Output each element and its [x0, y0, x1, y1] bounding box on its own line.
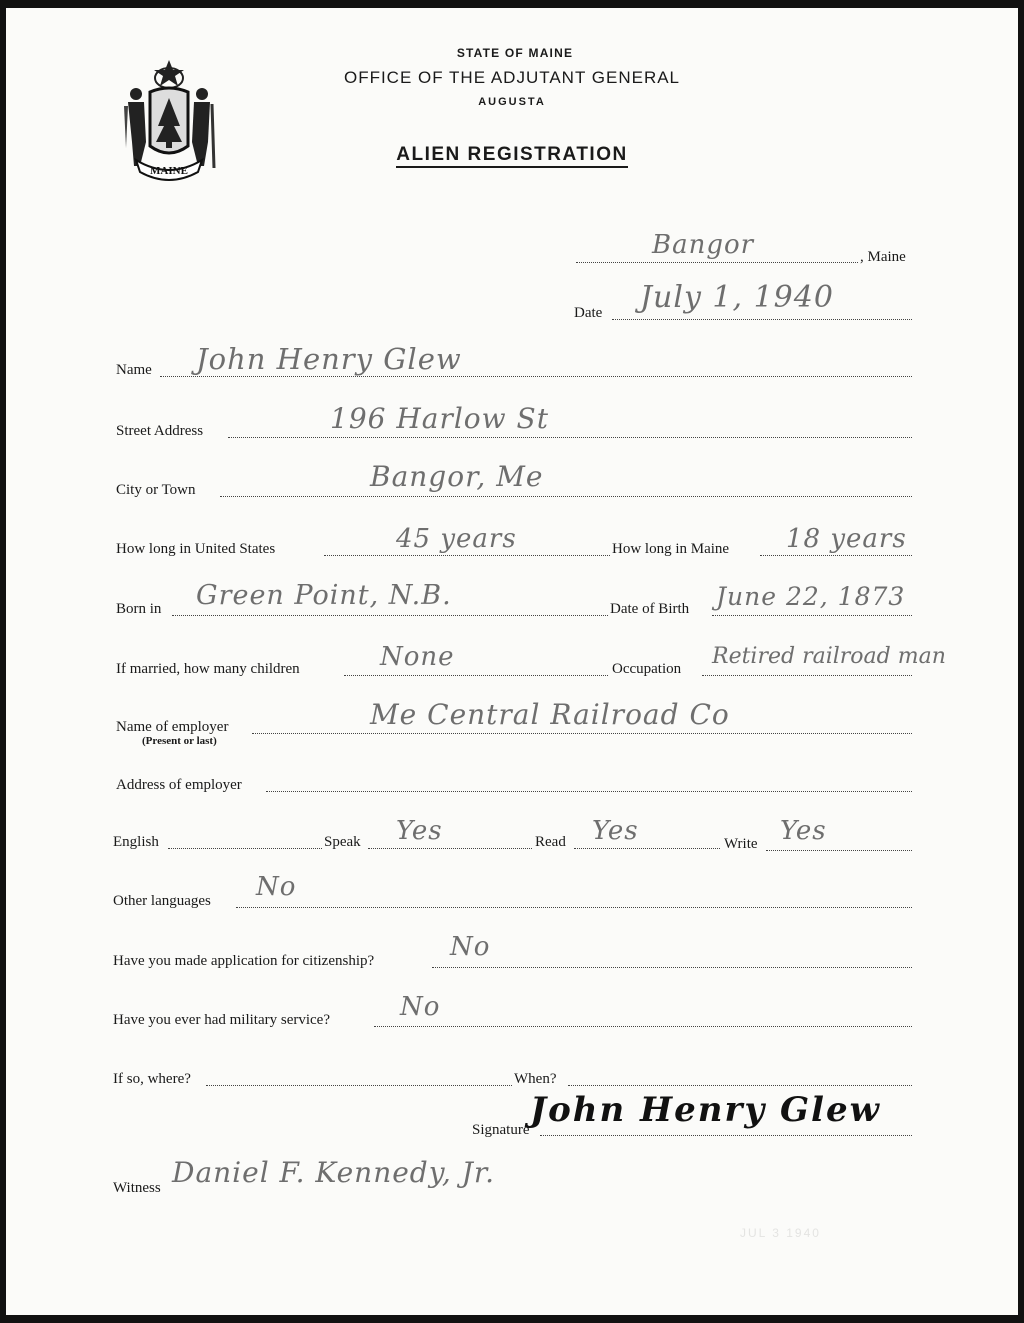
- dob-value: June 22, 1873: [716, 582, 906, 611]
- signature-line: [540, 1135, 912, 1136]
- form-title-text: ALIEN REGISTRATION: [396, 144, 627, 168]
- maine-years-label: How long in Maine: [612, 541, 730, 557]
- when-label: When?: [514, 1071, 557, 1087]
- speak-label: Speak: [324, 834, 361, 850]
- children-value: None: [380, 642, 455, 672]
- scan-border-right: [1018, 0, 1024, 1323]
- citizenship-value: No: [450, 932, 491, 962]
- citizenship-label: Have you made application for citizenship?: [113, 953, 375, 969]
- children-label: If married, how many children: [116, 661, 300, 677]
- date-value: July 1, 1940: [640, 280, 834, 315]
- military-label: Have you ever had military service?: [113, 1012, 330, 1028]
- witness-value: Daniel F. Kennedy, Jr.: [172, 1156, 496, 1189]
- place-line: [576, 262, 858, 263]
- dob-line: [712, 615, 912, 616]
- city-line: [220, 496, 912, 497]
- dob-label: Date of Birth: [610, 601, 690, 617]
- english-label: English: [113, 834, 159, 850]
- write-line: [766, 850, 912, 851]
- us-years-value: 45 years: [396, 524, 517, 554]
- other-languages-line: [236, 907, 912, 908]
- form-title: [0, 144, 1024, 166]
- speak-line: [368, 848, 532, 849]
- date-line: [612, 319, 912, 320]
- city-value: Bangor, Me: [370, 460, 544, 493]
- children-line: [344, 675, 608, 676]
- employer-label: Name of employer: [116, 719, 229, 735]
- street-line: [228, 437, 912, 438]
- signature-label: Signature: [472, 1122, 530, 1138]
- citizenship-line: [432, 967, 912, 968]
- employer-address-label: Address of employer: [116, 777, 242, 793]
- header-state: STATE OF MAINE: [456, 46, 574, 60]
- where-label: If so, where?: [113, 1071, 191, 1087]
- where-line: [206, 1085, 512, 1086]
- name-line: [160, 376, 912, 377]
- military-line: [374, 1026, 912, 1027]
- read-value: Yes: [592, 816, 639, 846]
- born-line: [172, 615, 608, 616]
- received-stamp: JUL 3 1940: [740, 1226, 821, 1240]
- scan-border-left: [0, 0, 6, 1323]
- born-value: Green Point, N.B.: [196, 580, 452, 611]
- maine-years-value: 18 years: [786, 524, 907, 554]
- employer-sublabel: (Present or last): [142, 735, 217, 747]
- date-label: Date: [574, 305, 603, 321]
- street-label: Street Address: [116, 423, 204, 439]
- other-languages-value: No: [256, 872, 297, 902]
- employer-value: Me Central Railroad Co: [370, 698, 730, 731]
- occupation-line: [702, 675, 912, 676]
- scan-border-bottom: [0, 1315, 1024, 1323]
- employer-line: [252, 733, 912, 734]
- born-label: Born in: [116, 601, 162, 617]
- read-label: Read: [535, 834, 566, 850]
- military-value: No: [400, 992, 441, 1022]
- street-value: 196 Harlow St: [330, 402, 549, 435]
- speak-value: Yes: [396, 816, 443, 846]
- us-years-line: [324, 555, 610, 556]
- maine-years-line: [760, 555, 912, 556]
- witness-label: Witness: [113, 1180, 161, 1196]
- place-value: Bangor: [652, 230, 755, 260]
- when-line: [568, 1085, 912, 1086]
- write-label: Write: [724, 836, 758, 852]
- employer-address-line: [266, 791, 912, 792]
- header-city: AUGUSTA: [478, 96, 546, 108]
- english-line: [168, 848, 322, 849]
- signature-value: John Henry Glew: [530, 1090, 881, 1130]
- write-value: Yes: [780, 816, 827, 846]
- us-years-label: How long in United States: [116, 541, 276, 557]
- place-suffix: , Maine: [860, 249, 906, 265]
- other-languages-label: Other languages: [113, 893, 211, 909]
- occupation-label: Occupation: [612, 661, 682, 677]
- seal-motto: MAINE: [150, 165, 188, 177]
- scan-border-top: [0, 0, 1024, 8]
- header-office: OFFICE OF THE ADJUTANT GENERAL: [343, 68, 681, 87]
- name-label: Name: [116, 362, 152, 378]
- read-line: [574, 848, 720, 849]
- occupation-value: Retired railroad man: [712, 644, 946, 669]
- city-label: City or Town: [116, 482, 196, 498]
- name-value: John Henry Glew: [196, 342, 462, 376]
